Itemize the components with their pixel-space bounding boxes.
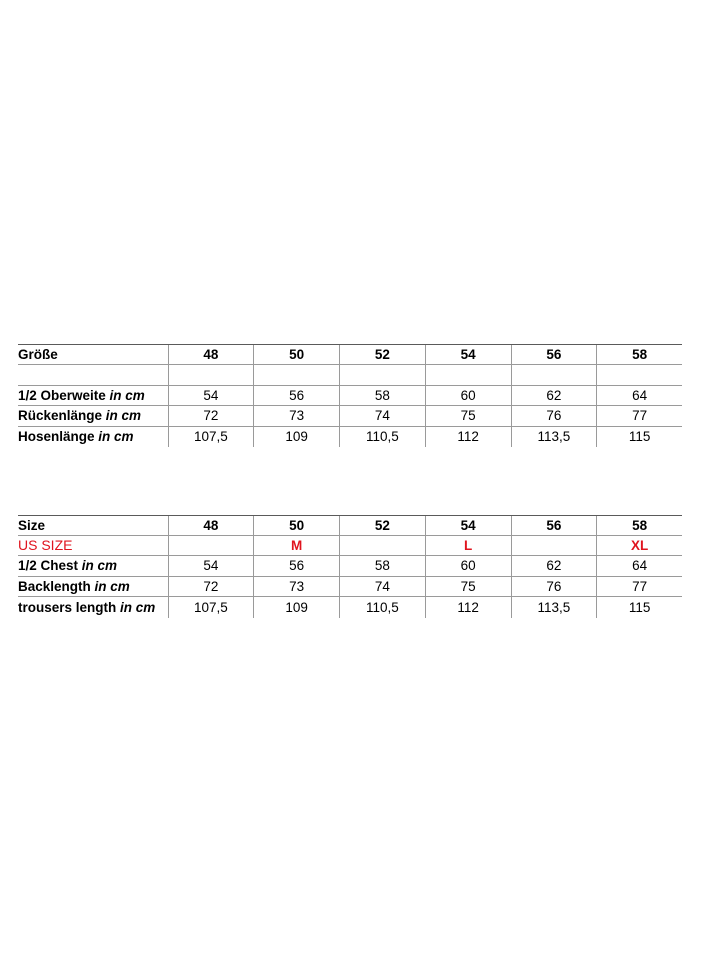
measurement-row [18, 597, 682, 618]
measurement-row [18, 427, 682, 448]
unit-text: in cm [81, 558, 118, 574]
empty-cell [425, 365, 511, 385]
size-cell: 48 [168, 345, 254, 364]
unit-text: in cm [109, 387, 145, 403]
value-cell: 56 [253, 556, 339, 576]
us-size-cell [511, 536, 597, 556]
unit-text: in cm [98, 429, 134, 445]
value-cell: 110,5 [339, 427, 425, 448]
us-size-cell: XL [596, 536, 682, 556]
value-cell: 72 [168, 577, 254, 597]
value-cell: 60 [425, 386, 511, 406]
value-cell: 64 [596, 556, 682, 576]
size-cell: 50 [253, 516, 339, 535]
value-cell: 72 [168, 406, 254, 426]
value-cell: 62 [511, 556, 597, 576]
unit-text: in cm [94, 578, 130, 594]
value-cell: 113,5 [511, 427, 597, 448]
size-chart-german [18, 344, 682, 447]
us-size-label: US SIZE [18, 537, 73, 554]
value-cell: 115 [596, 597, 682, 618]
unit-text: in cm [120, 599, 156, 615]
size-cell: 52 [339, 345, 425, 364]
row-label-text: trousers length [18, 599, 121, 615]
value-cell: 107,5 [168, 427, 254, 448]
size-cell: 50 [253, 345, 339, 364]
value-cell: 107,5 [168, 597, 254, 618]
empty-row [18, 365, 682, 386]
value-cell: 115 [596, 427, 682, 448]
size-cell: 56 [511, 345, 597, 364]
us-size-cell: M [253, 536, 339, 556]
measurement-row [18, 577, 682, 598]
value-cell: 75 [425, 406, 511, 426]
value-cell: 58 [339, 556, 425, 576]
value-cell: 54 [168, 386, 254, 406]
row-label [18, 579, 168, 594]
us-size-row [18, 536, 682, 557]
row-label [18, 388, 168, 403]
us-size-cell [339, 536, 425, 556]
size-cell: 48 [168, 516, 254, 535]
unit-text: in cm [105, 408, 142, 424]
size-cell: 52 [339, 516, 425, 535]
empty-cell [511, 365, 597, 385]
value-cell: 77 [596, 406, 682, 426]
value-cell: 77 [596, 577, 682, 597]
us-size-cell [168, 536, 254, 556]
value-cell: 75 [425, 577, 511, 597]
size-cell: 54 [425, 345, 511, 364]
size-cell: 54 [425, 516, 511, 535]
header-label: Size [18, 517, 46, 533]
row-label-text: 1/2 Oberweite [18, 387, 110, 403]
value-cell: 74 [339, 406, 425, 426]
measurement-row [18, 406, 682, 427]
empty-cell [168, 365, 254, 385]
value-cell: 74 [339, 577, 425, 597]
header-label: Größe [18, 346, 58, 362]
value-cell: 62 [511, 386, 597, 406]
us-size-cell: L [425, 536, 511, 556]
header-row [18, 515, 682, 536]
value-cell: 110,5 [339, 597, 425, 618]
row-label-text: 1/2 Chest [18, 558, 82, 574]
row-label [18, 558, 168, 573]
measurement-row [18, 386, 682, 407]
row-label [18, 600, 168, 615]
value-cell: 73 [253, 406, 339, 426]
value-cell: 58 [339, 386, 425, 406]
value-cell: 112 [425, 597, 511, 618]
empty-cell [596, 365, 682, 385]
value-cell: 109 [253, 597, 339, 618]
size-cell: 58 [596, 345, 682, 364]
size-cell: 56 [511, 516, 597, 535]
row-label [18, 429, 168, 444]
size-chart-english [18, 515, 682, 618]
value-cell: 109 [253, 427, 339, 448]
size-cell: 58 [596, 516, 682, 535]
value-cell: 76 [511, 577, 597, 597]
value-cell: 64 [596, 386, 682, 406]
value-cell: 54 [168, 556, 254, 576]
row-label-text: Backlength [18, 578, 95, 594]
value-cell: 60 [425, 556, 511, 576]
row-label-text: Hosenlänge [18, 429, 99, 445]
value-cell: 76 [511, 406, 597, 426]
row-label-text: Rückenlänge [18, 408, 106, 424]
measurement-row [18, 556, 682, 577]
value-cell: 113,5 [511, 597, 597, 618]
value-cell: 56 [253, 386, 339, 406]
value-cell: 112 [425, 427, 511, 448]
value-cell: 73 [253, 577, 339, 597]
row-label [18, 408, 168, 423]
header-row [18, 344, 682, 365]
empty-cell [253, 365, 339, 385]
empty-cell [339, 365, 425, 385]
